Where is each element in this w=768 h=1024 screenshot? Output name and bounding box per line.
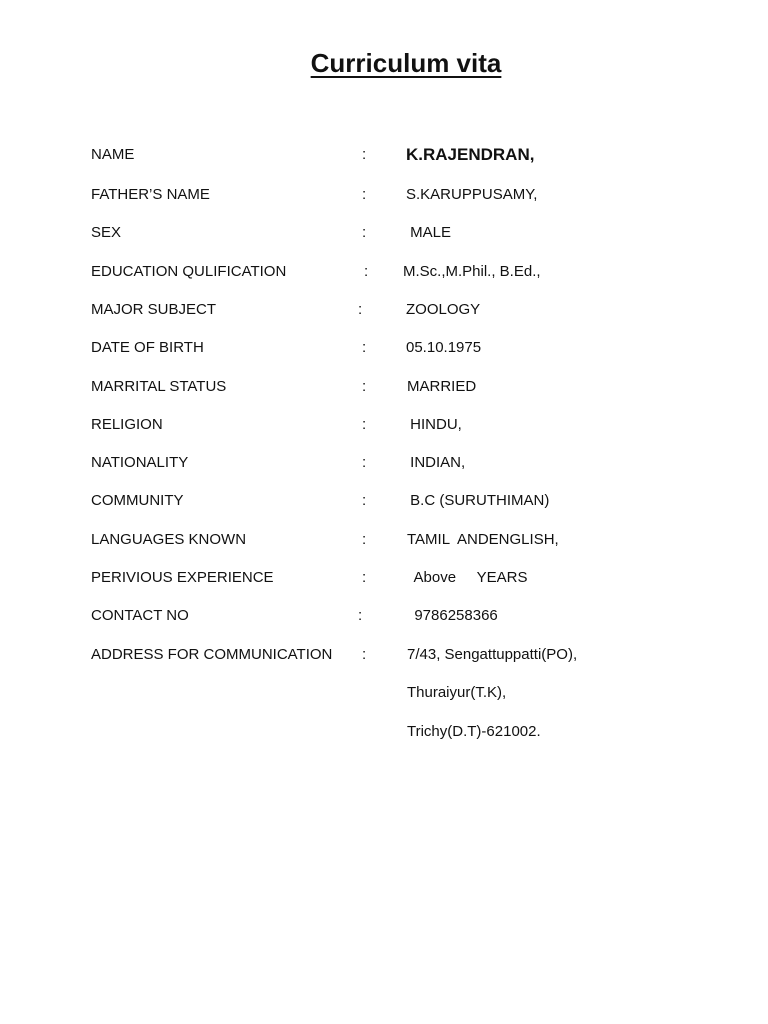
field-colon: :	[362, 339, 367, 356]
field-label: NAME	[91, 146, 135, 163]
field-colon: :	[362, 492, 367, 509]
field-label: RELIGION	[91, 416, 163, 433]
field-label: NATIONALITY	[91, 454, 189, 471]
field-row-name	[0, 143, 768, 167]
field-colon: :	[362, 416, 367, 433]
field-colon: :	[364, 263, 369, 280]
field-label: EDUCATION QULIFICATION	[91, 263, 287, 280]
field-row-religion	[0, 413, 768, 437]
field-colon: :	[362, 378, 367, 395]
field-label: PERIVIOUS EXPERIENCE	[91, 569, 274, 586]
field-value: MARRIED	[407, 378, 477, 395]
field-row-sex	[0, 221, 768, 245]
field-row-contact-no	[0, 604, 768, 628]
field-row-major-subject	[0, 298, 768, 322]
field-colon: :	[362, 531, 367, 548]
field-label: CONTACT NO	[91, 607, 189, 624]
field-colon: :	[358, 607, 363, 624]
field-row-community	[0, 489, 768, 513]
field-label: MAJOR SUBJECT	[91, 301, 217, 318]
field-colon: :	[362, 146, 367, 163]
field-value: 7/43, Sengattuppatti(PO),	[407, 646, 578, 663]
field-label: LANGUAGES KNOWN	[91, 531, 247, 548]
field-value: Above YEARS	[406, 569, 528, 586]
document-title: Curriculum vita	[310, 48, 502, 78]
field-value: HINDU,	[406, 416, 462, 433]
field-row-date-of-birth	[0, 336, 768, 360]
field-row-education	[0, 260, 768, 284]
field-label: ADDRESS FOR COMMUNICATION	[91, 646, 333, 663]
address-continuation: Trichy(D.T)-621002.	[407, 723, 541, 740]
field-row-fathers-name	[0, 183, 768, 207]
field-label: FATHER’S NAME	[91, 186, 210, 203]
field-row-marital-status	[0, 375, 768, 399]
address-continuation: Thuraiyur(T.K),	[407, 684, 507, 701]
field-colon: :	[362, 186, 367, 203]
field-label: DATE OF BIRTH	[91, 339, 204, 356]
field-value: 05.10.1975	[406, 339, 482, 356]
field-colon: :	[358, 301, 363, 318]
field-value: S.KARUPPUSAMY,	[406, 186, 538, 203]
field-value: 9786258366	[406, 607, 498, 624]
field-label: SEX	[91, 224, 122, 241]
field-row-address	[0, 643, 768, 667]
field-colon: :	[362, 646, 367, 663]
field-colon: :	[362, 569, 367, 586]
field-row-nationality	[0, 451, 768, 475]
field-row-languages	[0, 528, 768, 552]
field-value: INDIAN,	[406, 454, 466, 471]
field-value: MALE	[406, 224, 452, 241]
field-value: M.Sc.,M.Phil., B.Ed.,	[403, 263, 541, 280]
field-value: ZOOLOGY	[406, 301, 481, 318]
address-line-2	[0, 681, 768, 705]
field-value: B.C (SURUTHIMAN)	[406, 492, 550, 509]
field-value: TAMIL ANDENGLISH,	[407, 531, 559, 548]
field-colon: :	[362, 454, 367, 471]
field-label: COMMUNITY	[91, 492, 184, 509]
field-label: MARRITAL STATUS	[91, 378, 227, 395]
field-value: K.RAJENDRAN,	[406, 145, 535, 164]
field-row-experience	[0, 566, 768, 590]
address-line-3	[0, 720, 768, 744]
field-colon: :	[362, 224, 367, 241]
